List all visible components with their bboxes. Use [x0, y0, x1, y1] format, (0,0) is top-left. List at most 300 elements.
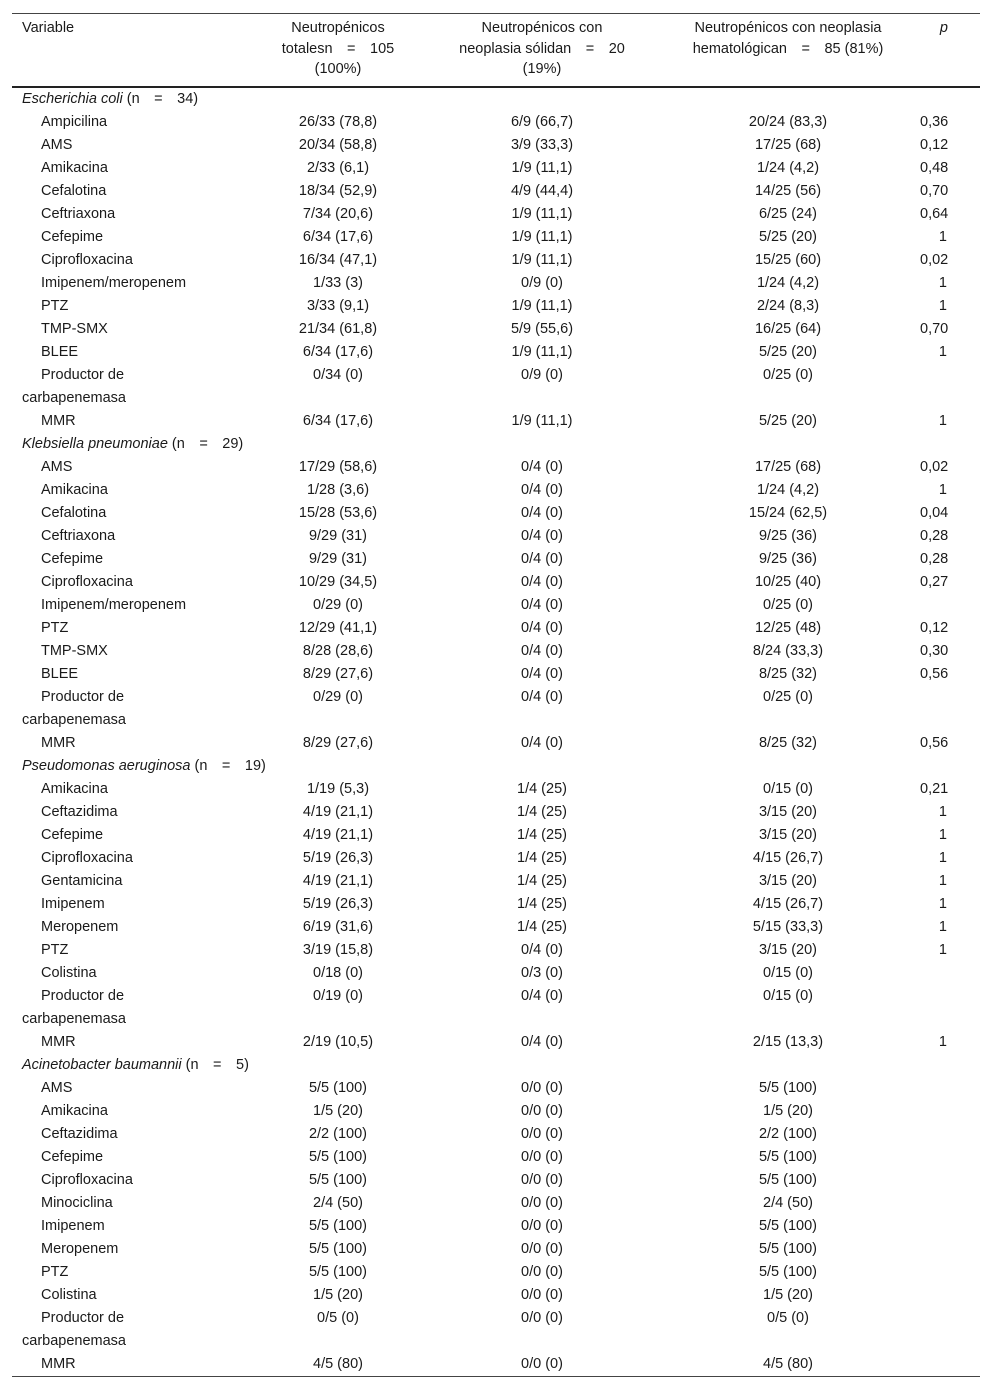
- cell-total: 8/29 (27,6): [302, 734, 374, 751]
- cell-variable: Meropenem: [41, 918, 119, 935]
- header-hemat-line1: Neutropénicos con neoplasia: [694, 20, 882, 36]
- cell-total: 15/28 (53,6): [298, 504, 378, 521]
- cell-hematologic: 2/2 (100): [758, 1125, 818, 1142]
- cell-solid: 0/0 (0): [521, 1355, 563, 1372]
- table-row: [12, 410, 980, 433]
- cell-hematologic: 0/25 (0): [763, 688, 813, 705]
- table-row: [12, 663, 980, 686]
- cell-solid: 1/4 (25): [517, 918, 567, 935]
- cell-variable: [12, 686, 248, 732]
- cell-hematologic: 5/5 (100): [758, 1171, 818, 1188]
- cell-total: 5/5 (100): [308, 1240, 368, 1257]
- cell-hematologic: 12/25 (48): [754, 619, 822, 636]
- table-row: [12, 364, 980, 410]
- cell-solid: 0/4 (0): [521, 596, 563, 613]
- organism-label: [12, 1054, 980, 1077]
- cell-p-value: [920, 1238, 980, 1261]
- cell-variable: Ciprofloxacina: [41, 849, 133, 866]
- cell-solid: 0/4 (0): [521, 573, 563, 590]
- cell-solid: 0/4 (0): [521, 504, 563, 521]
- cell-p-value: [920, 1169, 980, 1192]
- cell-total: 6/19 (31,6): [302, 918, 374, 935]
- variable-line2: carbapenemasa: [22, 1332, 126, 1349]
- cell-variable: AMS: [41, 136, 73, 153]
- cell-hematologic: 5/25 (20): [758, 228, 818, 245]
- cell-total: 3/19 (15,8): [302, 941, 374, 958]
- cell-hematologic: 15/24 (62,5): [748, 504, 828, 521]
- cell-solid: 0/9 (0): [521, 274, 563, 291]
- group-row: [12, 1054, 980, 1077]
- table-row: [12, 1261, 980, 1284]
- cell-solid: 0/4 (0): [521, 665, 563, 682]
- cell-hematologic: 1/24 (4,2): [756, 159, 820, 176]
- cell-solid: 1/4 (25): [517, 803, 567, 820]
- cell-variable: Ciprofloxacina: [41, 251, 133, 268]
- cell-hematologic: 9/25 (36): [758, 527, 818, 544]
- cell-p-value: 0,02: [920, 251, 949, 268]
- cell-hematologic: 3/15 (20): [758, 826, 818, 843]
- organism-count: (n = 5): [181, 1056, 249, 1073]
- cell-solid: 1/4 (25): [517, 849, 567, 866]
- cell-total: 12/29 (41,1): [298, 619, 378, 636]
- cell-p-value: 0,70: [920, 320, 949, 337]
- cell-solid: 0/4 (0): [521, 987, 563, 1004]
- cell-variable: MMR: [41, 1033, 76, 1050]
- cell-hematologic: 20/24 (83,3): [748, 113, 828, 130]
- cell-p-value: 0,27: [920, 573, 949, 590]
- group-row: [12, 755, 980, 778]
- cell-variable: MMR: [41, 734, 76, 751]
- cell-total: 2/2 (100): [308, 1125, 368, 1142]
- cell-variable: Cefalotina: [41, 182, 107, 199]
- cell-total: 8/29 (27,6): [302, 665, 374, 682]
- table-row: [12, 1169, 980, 1192]
- table-row: [12, 1192, 980, 1215]
- table-row: [12, 847, 980, 870]
- cell-variable: Ceftriaxona: [41, 527, 116, 544]
- cell-variable: Colistina: [41, 1286, 97, 1303]
- cell-p-value: [920, 1353, 980, 1377]
- cell-hematologic: 8/24 (33,3): [752, 642, 824, 659]
- cell-hematologic: 4/15 (26,7): [752, 895, 824, 912]
- table-row: [12, 801, 980, 824]
- cell-solid: 4/9 (44,4): [510, 182, 574, 199]
- cell-variable: Ceftriaxona: [41, 205, 116, 222]
- cell-p-value: 0,28: [920, 550, 949, 567]
- cell-total: 3/33 (9,1): [306, 297, 370, 314]
- table-row: [12, 962, 980, 985]
- cell-solid: 1/4 (25): [517, 826, 567, 843]
- cell-hematologic: 8/25 (32): [758, 734, 818, 751]
- cell-variable: Ciprofloxacina: [41, 1171, 133, 1188]
- organism-name: Klebsiella pneumoniae: [22, 435, 168, 452]
- table-row: [12, 111, 980, 134]
- cell-p-value: [920, 686, 980, 732]
- cell-variable: Amikacina: [41, 159, 108, 176]
- table-row: [12, 502, 980, 525]
- header-solid-line2: neoplasia sólidan = 20: [459, 40, 625, 57]
- cell-p-value: [920, 985, 980, 1031]
- cell-hematologic: 2/15 (13,3): [752, 1033, 824, 1050]
- cell-solid: 0/0 (0): [521, 1102, 563, 1119]
- cell-p-value: [920, 1192, 980, 1215]
- table-row: [12, 180, 980, 203]
- organism-name: Pseudomonas aeruginosa: [22, 757, 191, 774]
- cell-p-value: 1: [938, 297, 947, 314]
- cell-total: 20/34 (58,8): [298, 136, 378, 153]
- cell-p-value: 1: [938, 895, 947, 912]
- cell-variable: [12, 1307, 248, 1353]
- variable-line1: Productor de: [41, 366, 125, 383]
- cell-total: 18/34 (52,9): [298, 182, 378, 199]
- cell-hematologic: 0/15 (0): [763, 987, 813, 1004]
- cell-variable: Cefepime: [41, 228, 104, 245]
- header-hemat-line2: hematológican = 85 (81%): [692, 40, 884, 57]
- cell-total: 4/19 (21,1): [302, 803, 374, 820]
- cell-variable: Cefalotina: [41, 504, 107, 521]
- cell-solid: 0/4 (0): [521, 527, 563, 544]
- cell-total: 2/4 (50): [313, 1194, 363, 1211]
- group-row: [12, 433, 980, 456]
- cell-variable: Imipenem: [41, 1217, 105, 1234]
- cell-p-value: [920, 1123, 980, 1146]
- cell-variable: Cefepime: [41, 1148, 104, 1165]
- cell-variable: Amikacina: [41, 780, 108, 797]
- cell-solid: 0/0 (0): [521, 1240, 563, 1257]
- table-row: [12, 594, 980, 617]
- cell-variable: PTZ: [41, 941, 69, 958]
- table-row: [12, 686, 980, 732]
- table-row: [12, 226, 980, 249]
- cell-variable: BLEE: [41, 665, 79, 682]
- cell-p-value: 1: [938, 1033, 947, 1050]
- cell-total: 0/18 (0): [313, 964, 363, 981]
- table-row: [12, 1146, 980, 1169]
- variable-line1: Productor de: [41, 987, 125, 1004]
- cell-total: 7/34 (20,6): [302, 205, 374, 222]
- cell-solid: 0/0 (0): [521, 1125, 563, 1142]
- cell-total: 0/19 (0): [313, 987, 363, 1004]
- table-row: [12, 157, 980, 180]
- cell-p-value: 1: [938, 228, 947, 245]
- table-row: [12, 1031, 980, 1054]
- cell-hematologic: 10/25 (40): [754, 573, 822, 590]
- cell-variable: [12, 985, 248, 1031]
- cell-solid: 0/4 (0): [521, 941, 563, 958]
- table-row: [12, 1100, 980, 1123]
- cell-hematologic: 15/25 (60): [754, 251, 822, 268]
- table-row: [12, 571, 980, 594]
- table-row: [12, 824, 980, 847]
- cell-p-value: [920, 1146, 980, 1169]
- cell-total: 5/5 (100): [308, 1079, 368, 1096]
- table-row: [12, 1353, 980, 1377]
- cell-hematologic: 17/25 (68): [754, 458, 822, 475]
- cell-p-value: 1: [938, 918, 947, 935]
- cell-variable: Meropenem: [41, 1240, 119, 1257]
- cell-total: 5/5 (100): [308, 1148, 368, 1165]
- cell-p-value: 1: [938, 274, 947, 291]
- cell-variable: AMS: [41, 1079, 73, 1096]
- table-row: [12, 318, 980, 341]
- cell-total: 1/5 (20): [313, 1102, 363, 1119]
- cell-solid: 6/9 (66,7): [510, 113, 574, 130]
- cell-total: 9/29 (31): [308, 550, 368, 567]
- cell-variable: AMS: [41, 458, 73, 475]
- cell-p-value: 0,56: [920, 734, 949, 751]
- cell-solid: 1/9 (11,1): [511, 251, 573, 268]
- cell-p-value: 1: [938, 412, 947, 429]
- cell-variable: Ceftazidima: [41, 803, 118, 820]
- cell-variable: Imipenem: [41, 895, 105, 912]
- cell-solid: 1/9 (11,1): [511, 412, 573, 429]
- cell-solid: 0/4 (0): [521, 481, 563, 498]
- header-solid-line1: Neutropénicos con: [481, 20, 603, 36]
- cell-variable: Colistina: [41, 964, 97, 981]
- cell-hematologic: 17/25 (68): [754, 136, 822, 153]
- cell-total: 5/19 (26,3): [302, 895, 374, 912]
- variable-line2: carbapenemasa: [22, 711, 126, 728]
- table-row: [12, 479, 980, 502]
- cell-hematologic: 2/4 (50): [763, 1194, 813, 1211]
- cell-p-value: 0,70: [920, 182, 949, 199]
- cell-solid: 1/9 (11,1): [511, 228, 573, 245]
- cell-total: 1/19 (5,3): [306, 780, 370, 797]
- variable-line1: Productor de: [41, 688, 125, 705]
- cell-hematologic: 0/15 (0): [763, 964, 813, 981]
- cell-solid: 0/4 (0): [521, 642, 563, 659]
- cell-p-value: 0,04: [920, 504, 949, 521]
- cell-variable: Cefepime: [41, 550, 104, 567]
- cell-hematologic: 1/5 (20): [763, 1286, 813, 1303]
- cell-variable: Ceftazidima: [41, 1125, 118, 1142]
- cell-p-value: 0,02: [920, 458, 949, 475]
- cell-solid: 0/0 (0): [521, 1171, 563, 1188]
- cell-total: 1/28 (3,6): [306, 481, 370, 498]
- cell-solid: 1/9 (11,1): [511, 159, 573, 176]
- cell-p-value: 1: [938, 343, 947, 360]
- cell-hematologic: 8/25 (32): [758, 665, 818, 682]
- variable-line1: Productor de: [41, 1309, 125, 1326]
- cell-total: 8/28 (28,6): [302, 642, 374, 659]
- cell-total: 2/33 (6,1): [306, 159, 370, 176]
- cell-p-value: 1: [938, 803, 947, 820]
- cell-hematologic: 1/5 (20): [763, 1102, 813, 1119]
- cell-solid: 0/0 (0): [521, 1079, 563, 1096]
- table-row: [12, 916, 980, 939]
- cell-total: 0/5 (0): [317, 1309, 359, 1326]
- cell-p-value: [920, 962, 980, 985]
- cell-solid: 1/9 (11,1): [511, 205, 573, 222]
- cell-variable: Imipenem/meropenem: [41, 274, 187, 291]
- cell-total: 2/19 (10,5): [302, 1033, 374, 1050]
- table-row: [12, 203, 980, 226]
- table-row: [12, 272, 980, 295]
- cell-total: 21/34 (61,8): [298, 320, 378, 337]
- cell-p-value: [920, 594, 980, 617]
- cell-variable: MMR: [41, 412, 76, 429]
- cell-solid: 0/4 (0): [521, 550, 563, 567]
- cell-hematologic: 0/25 (0): [763, 366, 813, 383]
- table-row: [12, 778, 980, 801]
- cell-hematologic: 5/5 (100): [758, 1148, 818, 1165]
- cell-solid: 0/3 (0): [521, 964, 563, 981]
- cell-total: 6/34 (17,6): [302, 343, 374, 360]
- cell-hematologic: 5/15 (33,3): [752, 918, 824, 935]
- cell-hematologic: 5/25 (20): [758, 343, 818, 360]
- organism-count: (n = 34): [122, 90, 199, 107]
- cell-solid: 0/0 (0): [521, 1286, 563, 1303]
- cell-p-value: [920, 1307, 980, 1353]
- cell-hematologic: 14/25 (56): [754, 182, 822, 199]
- cell-variable: Minociclina: [41, 1194, 113, 1211]
- cell-variable: Amikacina: [41, 1102, 108, 1119]
- cell-total: 6/34 (17,6): [302, 412, 374, 429]
- cell-hematologic: 5/25 (20): [758, 412, 818, 429]
- header-total: [248, 14, 428, 87]
- cell-hematologic: 6/25 (24): [758, 205, 818, 222]
- cell-hematologic: 0/25 (0): [763, 596, 813, 613]
- cell-p-value: 1: [938, 826, 947, 843]
- cell-p-value: [920, 364, 980, 410]
- cell-total: 16/34 (47,1): [298, 251, 378, 268]
- header-total-line1: Neutropénicos: [291, 20, 385, 36]
- table-row: [12, 1284, 980, 1307]
- table-row: [12, 249, 980, 272]
- cell-hematologic: 3/15 (20): [758, 872, 818, 889]
- table-row: [12, 617, 980, 640]
- organism-label: [12, 755, 980, 778]
- cell-hematologic: 0/5 (0): [767, 1309, 809, 1326]
- cell-variable: TMP-SMX: [41, 320, 108, 337]
- cell-p-value: 0,12: [920, 136, 949, 153]
- cell-hematologic: 5/5 (100): [758, 1263, 818, 1280]
- cell-solid: 1/4 (25): [517, 780, 567, 797]
- cell-solid: 0/4 (0): [521, 734, 563, 751]
- table-row: [12, 548, 980, 571]
- table-row: [12, 341, 980, 364]
- group-row: [12, 87, 980, 111]
- header-solid: [428, 14, 656, 87]
- cell-solid: 0/4 (0): [521, 688, 563, 705]
- cell-hematologic: 1/24 (4,2): [756, 274, 820, 291]
- cell-total: 4/5 (80): [313, 1355, 363, 1372]
- cell-p-value: [920, 1077, 980, 1100]
- cell-hematologic: 5/5 (100): [758, 1217, 818, 1234]
- cell-solid: 0/0 (0): [521, 1194, 563, 1211]
- organism-label: [12, 87, 980, 111]
- cell-total: 5/5 (100): [308, 1171, 368, 1188]
- table-row: [12, 939, 980, 962]
- cell-hematologic: 9/25 (36): [758, 550, 818, 567]
- cell-total: 26/33 (78,8): [298, 113, 378, 130]
- cell-hematologic: 16/25 (64): [754, 320, 822, 337]
- organism-count: (n = 19): [190, 757, 266, 774]
- cell-variable: Amikacina: [41, 481, 108, 498]
- cell-variable: Cefepime: [41, 826, 104, 843]
- cell-p-value: 0,36: [920, 113, 949, 130]
- cell-solid: 0/0 (0): [521, 1148, 563, 1165]
- cell-total: 17/29 (58,6): [298, 458, 378, 475]
- cell-variable: Ciprofloxacina: [41, 573, 133, 590]
- cell-solid: 0/0 (0): [521, 1309, 563, 1326]
- cell-hematologic: 3/15 (20): [758, 803, 818, 820]
- cell-solid: 5/9 (55,6): [510, 320, 574, 337]
- cell-variable: PTZ: [41, 297, 69, 314]
- table-row: [12, 893, 980, 916]
- table-row: [12, 1238, 980, 1261]
- cell-variable: MMR: [41, 1355, 76, 1372]
- variable-line2: carbapenemasa: [22, 389, 126, 406]
- cell-p-value: [920, 1284, 980, 1307]
- cell-solid: 0/4 (0): [521, 1033, 563, 1050]
- cell-variable: Ampicilina: [41, 113, 108, 130]
- cell-hematologic: 3/15 (20): [758, 941, 818, 958]
- cell-solid: 1/9 (11,1): [511, 343, 573, 360]
- table-row: [12, 732, 980, 755]
- cell-variable: TMP-SMX: [41, 642, 108, 659]
- table-row: [12, 870, 980, 893]
- table-row: [12, 134, 980, 157]
- cell-solid: 0/9 (0): [521, 366, 563, 383]
- table-row: [12, 1307, 980, 1353]
- cell-variable: PTZ: [41, 619, 69, 636]
- cell-total: 5/5 (100): [308, 1217, 368, 1234]
- cell-hematologic: 4/5 (80): [763, 1355, 813, 1372]
- cell-p-value: [920, 1261, 980, 1284]
- cell-total: 5/5 (100): [308, 1263, 368, 1280]
- table-row: [12, 525, 980, 548]
- table-row: [12, 640, 980, 663]
- cell-solid: 0/0 (0): [521, 1263, 563, 1280]
- table-header: [12, 14, 980, 87]
- header-hematologic: [656, 14, 920, 87]
- header-total-line3: (100%): [314, 61, 362, 77]
- table-body: [12, 87, 980, 1377]
- cell-solid: 0/4 (0): [521, 458, 563, 475]
- cell-hematologic: 5/5 (100): [758, 1079, 818, 1096]
- cell-total: 1/5 (20): [313, 1286, 363, 1303]
- cell-p-value: 0,48: [920, 159, 949, 176]
- cell-p-value: 1: [938, 481, 947, 498]
- cell-hematologic: 4/15 (26,7): [752, 849, 824, 866]
- cell-p-value: 0,21: [920, 780, 949, 797]
- resistance-table: [12, 13, 980, 1377]
- cell-solid: 1/4 (25): [517, 895, 567, 912]
- header-total-line2: totalesn = 105: [281, 40, 395, 57]
- cell-solid: 0/4 (0): [521, 619, 563, 636]
- cell-total: 9/29 (31): [308, 527, 368, 544]
- cell-p-value: 0,28: [920, 527, 949, 544]
- cell-hematologic: 5/5 (100): [758, 1240, 818, 1257]
- cell-variable: BLEE: [41, 343, 79, 360]
- organism-label: [12, 433, 980, 456]
- cell-total: 0/29 (0): [313, 688, 363, 705]
- cell-solid: 1/4 (25): [517, 872, 567, 889]
- organism-count: (n = 29): [167, 435, 244, 452]
- cell-variable: Gentamicina: [41, 872, 123, 889]
- cell-hematologic: 1/24 (4,2): [756, 481, 820, 498]
- header-solid-line3: (19%): [522, 61, 562, 77]
- cell-total: 5/19 (26,3): [302, 849, 374, 866]
- table-row: [12, 1123, 980, 1146]
- table-row: [12, 1077, 980, 1100]
- cell-p-value: [920, 1100, 980, 1123]
- cell-variable: Imipenem/meropenem: [41, 596, 187, 613]
- cell-variable: PTZ: [41, 1263, 69, 1280]
- cell-solid: 0/0 (0): [521, 1217, 563, 1234]
- header-variable: Variable: [22, 20, 75, 36]
